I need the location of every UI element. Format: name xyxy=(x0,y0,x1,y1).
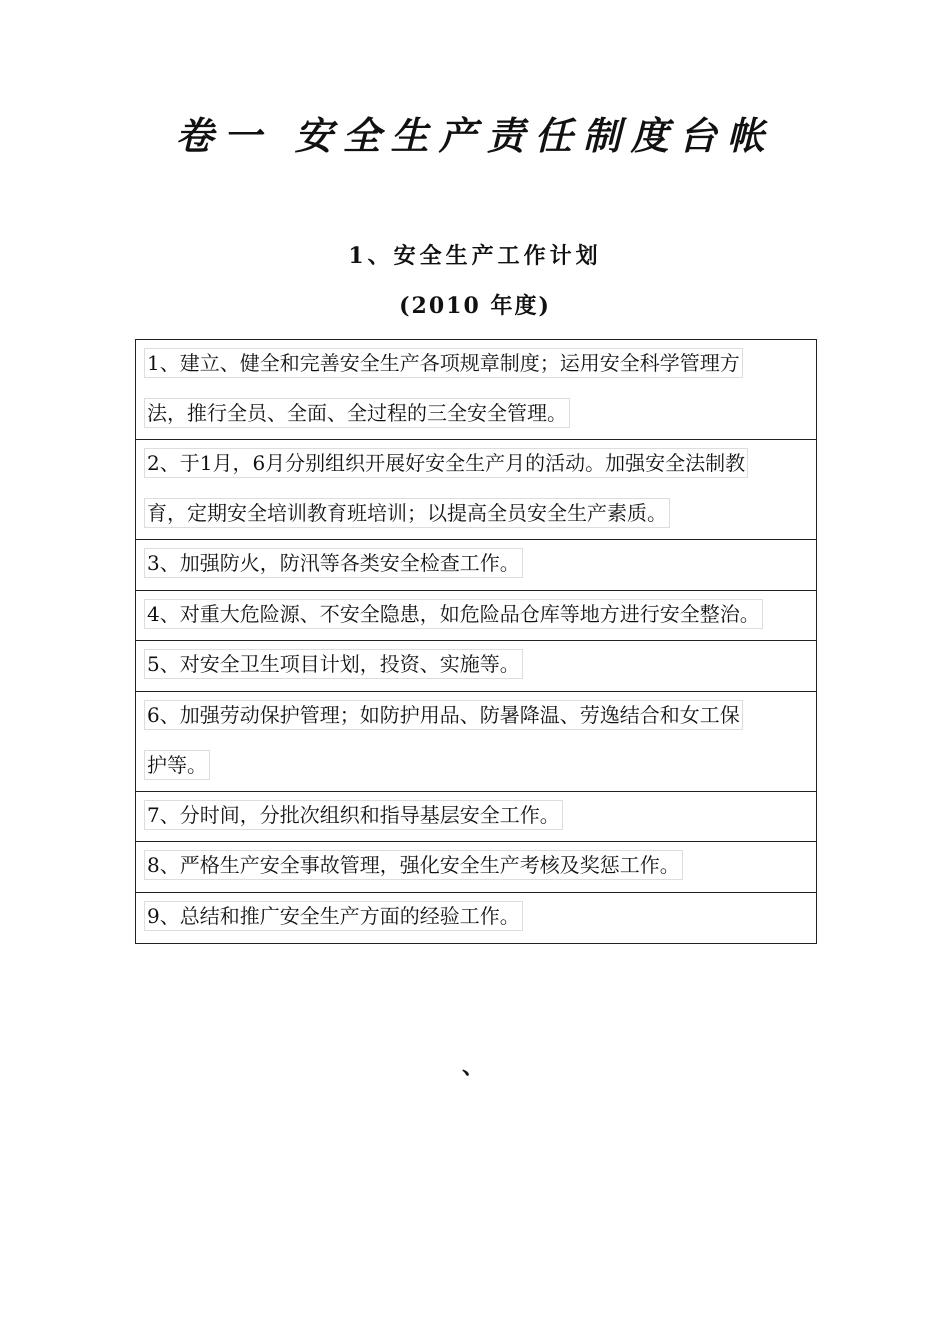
footer-mark: 、 xyxy=(462,1054,485,1080)
plan-row-text: 6、加强劳动保护管理；如防护用品、防暑降温、劳逸结合和女工保 xyxy=(144,700,743,730)
plan-row-6 xyxy=(136,692,816,792)
section-year: (2010 年度) xyxy=(399,293,551,319)
section-title: 1、安全生产工作计划 xyxy=(348,243,602,269)
plan-row-1 xyxy=(136,340,816,440)
plan-row-text: 9、总结和推广安全生产方面的经验工作。 xyxy=(144,901,523,931)
plan-row-7 xyxy=(136,792,816,843)
plan-row-text: 5、对安全卫生项目计划，投资、实施等。 xyxy=(144,649,523,679)
plan-row-text: 8、严格生产安全事故管理，强化安全生产考核及奖惩工作。 xyxy=(144,850,683,880)
plan-row-text: 4、对重大危险源、不安全隐患，如危险品仓库等地方进行安全整治。 xyxy=(144,599,763,629)
plan-row-text: 育，定期安全培训教育班培训；以提高全员安全生产素质。 xyxy=(144,498,670,528)
plan-row-5 xyxy=(136,641,816,692)
plan-row-text: 3、加强防火，防汛等各类安全检查工作。 xyxy=(144,548,523,578)
plan-row-9 xyxy=(136,893,816,944)
main-title: 卷一 安全生产责任制度台帐 xyxy=(175,113,775,158)
plan-table xyxy=(135,339,817,944)
plan-row-text: 2、于1月，6月分别组织开展好安全生产月的活动。加强安全法制教 xyxy=(144,448,748,478)
plan-row-text: 法，推行全员、全面、全过程的三全安全管理。 xyxy=(144,398,570,428)
plan-row-text: 护等。 xyxy=(144,750,210,780)
plan-row-text: 1、建立、健全和完善安全生产各项规章制度；运用安全科学管理方 xyxy=(144,348,743,378)
plan-row-text: 7、分时间，分批次组织和指导基层安全工作。 xyxy=(144,800,563,830)
plan-row-3 xyxy=(136,540,816,591)
plan-row-2 xyxy=(136,440,816,540)
plan-row-4 xyxy=(136,591,816,642)
plan-row-8 xyxy=(136,842,816,893)
